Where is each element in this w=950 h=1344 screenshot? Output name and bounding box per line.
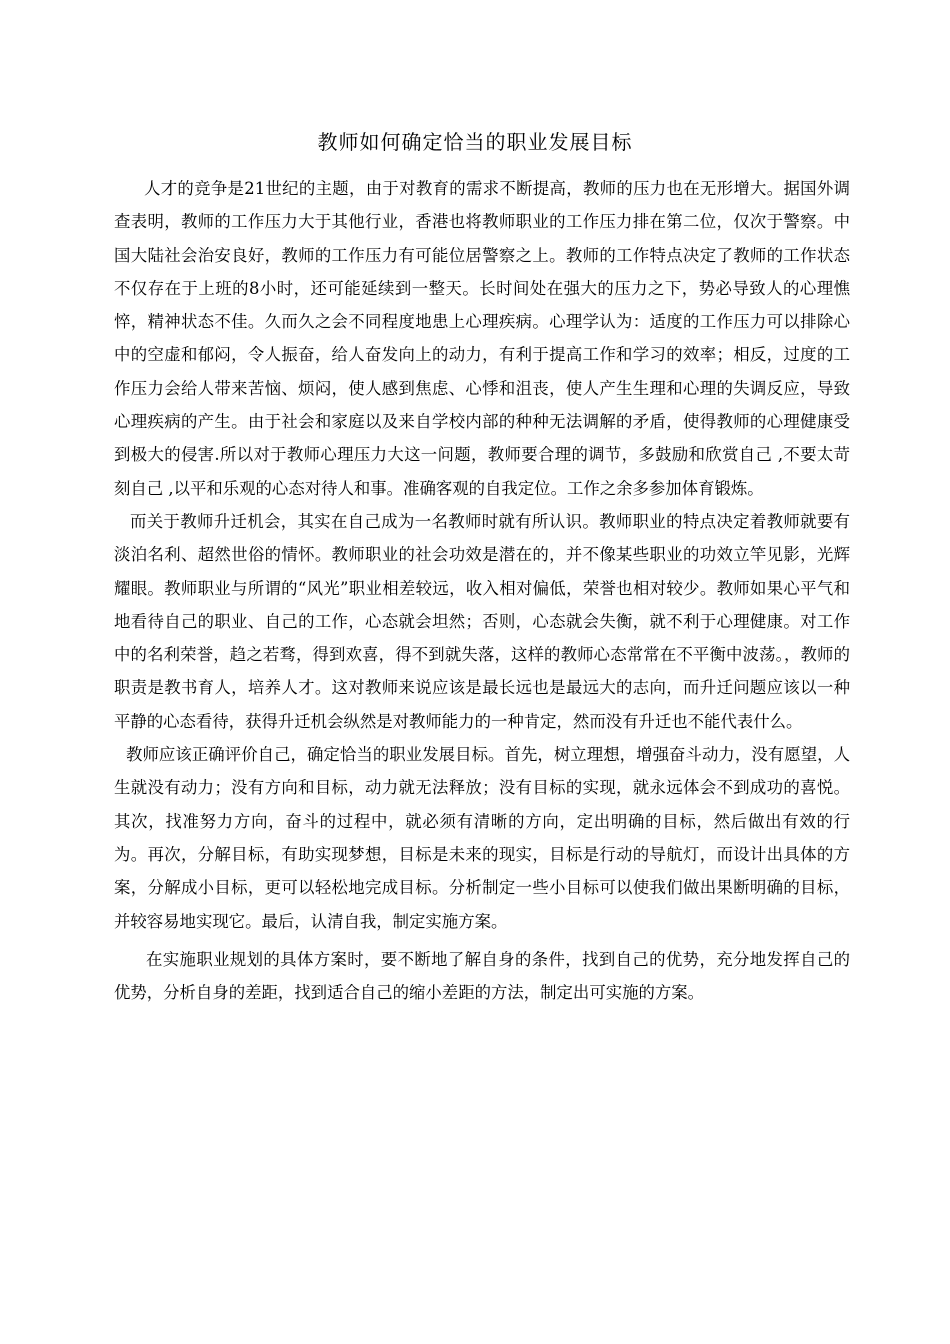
paragraph-career-goals: 教师应该正确评价自己，确定恰当的职业发展目标。首先，树立理想，增强奋斗动力，没有愿望，人生就没有动力；没有方向和目标，动力就无法释放；没有目标的实现，就永远体会不到成功的喜悦。其次，找准努力方向，奋斗的过程中，就必须有清晰的方向，定出明确的目标，然后做出有效的行为。再次，分解目标，有助实现梦想，目标是未来的现实，目标是行动的导航灯，而设计出具体的方案，分解成小目标，更可以轻松地完成目标。分析制定一些小目标可以使我们做出果断明确的目标，并较容易地实现它。最后，认清自我，制定实施方案。: [114, 745, 850, 931]
paragraph-stress: 人才的竞争是21世纪的主题，由于对教育的需求不断提高，教师的压力也在无形增大。据国外调查表明，教师的工作压力大于其他行业，香港也将教师职业的工作压力排在第二位，仅次于警察。中国大陆社会治安良好，教师的工作压力有可能位居警察之上。教师的工作特点决定了教师的工作状态不仅存在于上班的8小时，还可能延续到一整天。长时间处在强大的压力之下，势必导致人的心理憔悴，精神状态不佳。久而久之会不同程度地患上心理疾病。心理学认为：适度的工作压力可以排除心中的空虚和郁闷，令人振奋，给人奋发向上的动力，有利于提高工作和学习的效率；相反，过度的工作压力会给人带来苦恼、烦闷，使人感到焦虑、心悸和沮丧，使人产生生理和心理的失调反应，导致心理疾病的产生。由于社会和家庭以及来自学校内部的种种无法调解的矛盾，使得教师的心理健康受到极大的侵害.所以对于教师心理压力大这一问题，教师要合理的调节，多鼓励和欣赏自己 ,不要太苛刻自己 ,以平和乐观的心态对待人和事。准确客观的自我定位。工作之余多参加体育锻炼。: [114, 179, 850, 498]
paragraph-promotion: 而关于教师升迁机会，其实在自己成为一名教师时就有所认识。教师职业的特点决定着教师就要有淡泊名利、超然世俗的情怀。教师职业的社会功效是潜在的，并不像某些职业的功效立竿见影，光辉耀眼。教师职业与所谓的“风光”职业相差较远，收入相对偏低，荣誉也相对较少。教师如果心平气和地看待自己的职业、自己的工作，心态就会坦然；否则，心态就会失衡，就不利于心理健康。对工作中的名利荣誉，趋之若骛，得到欢喜，得不到就失落，这样的教师心态常常在不平衡中波荡。，教师的职责是教书育人，培养人才。这对教师来说应该是最长远也是最远大的志向，而升迁问题应该以一种平静的心态看待，获得升迁机会纵然是对教师能力的一种肯定，然而没有升迁也不能代表什么。: [114, 511, 850, 731]
paragraph-implementation: 在实施职业规划的具体方案时，要不断地了解自身的条件，找到自己的优势，充分地发挥自己的优势，分析自身的差距，找到适合自己的缩小差距的方法，制定出可实施的方案。: [114, 949, 850, 1003]
document-title: 教师如何确定恰当的职业发展目标: [317, 130, 633, 154]
document-body: [114, 172, 850, 1009]
